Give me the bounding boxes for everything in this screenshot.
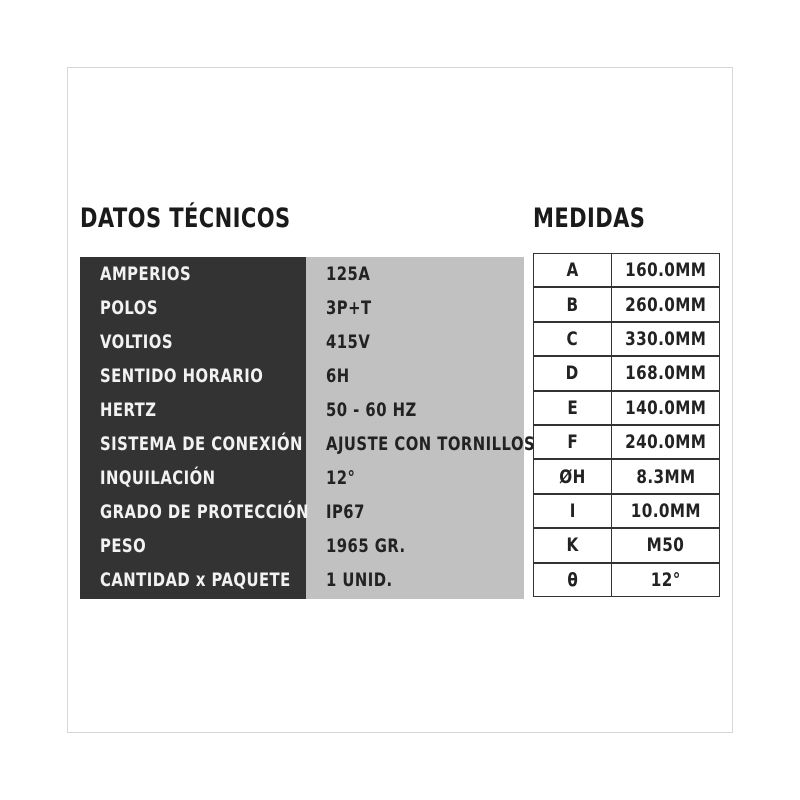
medida-value-cell [611, 356, 720, 390]
spec-row-sistema-conexion [80, 427, 536, 461]
medida-row-theta [533, 563, 720, 597]
medida-value-cell [611, 563, 720, 597]
spec-value: IP67 [326, 501, 365, 523]
medida-value: 10.0MM [630, 499, 701, 522]
medida-value-cell [611, 253, 720, 287]
medida-key-cell [533, 322, 612, 356]
medida-row-f [533, 425, 720, 459]
medida-value-cell [611, 528, 720, 562]
medida-key-cell [533, 287, 612, 321]
spec-label: SENTIDO HORARIO [100, 365, 264, 387]
spec-value: 415V [326, 331, 371, 353]
medida-key-cell [533, 528, 612, 562]
medida-key-cell [533, 391, 612, 425]
medida-value: 330.0MM [624, 327, 707, 350]
medida-row-d [533, 356, 720, 390]
medida-key: B [566, 293, 579, 316]
spec-row-grado-proteccion [80, 495, 524, 529]
spec-row-polos [80, 291, 524, 325]
medida-value-cell [611, 287, 720, 321]
medida-row-e [533, 391, 720, 425]
medida-key: E [567, 396, 578, 419]
medida-value-cell [611, 425, 720, 459]
spec-row-cantidad-paquete [80, 563, 524, 597]
spec-value: 1965 GR. [326, 535, 406, 557]
medida-row-diameter-h [533, 459, 720, 493]
medida-value-cell [611, 494, 720, 528]
medida-value: 12° [650, 568, 681, 591]
spec-label: INQUILACIÓN [100, 467, 216, 489]
specs-table [80, 257, 536, 599]
spec-label: HERTZ [100, 399, 157, 421]
spec-value: AJUSTE CON TORNILLOS [326, 433, 536, 455]
spec-label: AMPERIOS [100, 263, 192, 285]
spec-row-peso [80, 529, 524, 563]
spec-label: PESO [100, 535, 147, 557]
medida-key: D [565, 362, 580, 385]
spec-value: 12° [326, 467, 356, 489]
medida-row-i [533, 494, 720, 528]
medida-row-c [533, 322, 720, 356]
spec-label: POLOS [100, 297, 158, 319]
spec-row-sentido-horario [80, 359, 524, 393]
spec-row-inquilacion [80, 461, 524, 495]
medida-key-cell [533, 459, 612, 493]
spec-value: 1 UNID. [326, 569, 393, 591]
medida-value: 140.0MM [624, 396, 707, 419]
medida-key: A [566, 259, 579, 282]
medida-row-a [533, 253, 720, 287]
medida-value: M50 [646, 534, 685, 557]
spec-value: 125A [326, 263, 371, 285]
spec-label: VOLTIOS [100, 331, 173, 353]
medidas-table [533, 253, 720, 597]
medida-key-cell [533, 563, 612, 597]
spec-value: 3P+T [326, 297, 372, 319]
spec-row-amperios [80, 257, 524, 291]
medida-value: 8.3MM [635, 465, 696, 488]
medida-key-cell [533, 425, 612, 459]
medida-key: C [566, 327, 579, 350]
spec-row-hertz [80, 393, 524, 427]
medida-value: 260.0MM [624, 293, 707, 316]
spec-row-voltios [80, 325, 524, 359]
medida-key-cell [533, 253, 612, 287]
medida-key: K [566, 534, 579, 557]
medidas-title: MEDIDAS [533, 203, 646, 234]
medida-value-cell [611, 322, 720, 356]
medida-value: 160.0MM [624, 259, 707, 282]
medida-value-cell [611, 459, 720, 493]
spec-label: SISTEMA DE CONEXIÓN [100, 433, 303, 455]
medida-value: 168.0MM [624, 362, 707, 385]
medida-key: ØH [559, 465, 586, 488]
medida-key: θ [567, 568, 578, 591]
medida-key-cell [533, 356, 612, 390]
medida-value: 240.0MM [624, 431, 707, 454]
medida-key: F [567, 431, 578, 454]
medida-key-cell [533, 494, 612, 528]
spec-value: 50 - 60 HZ [326, 399, 417, 421]
spec-value: 6H [326, 365, 350, 387]
spec-label: CANTIDAD x PAQUETE [100, 569, 291, 591]
medida-key: I [569, 499, 576, 522]
medida-row-b [533, 287, 720, 321]
datos-tecnicos-title: DATOS TÉCNICOS [80, 203, 291, 234]
spec-label: GRADO DE PROTECCIÓN [100, 501, 309, 523]
medida-value-cell [611, 391, 720, 425]
medida-row-k [533, 528, 720, 562]
